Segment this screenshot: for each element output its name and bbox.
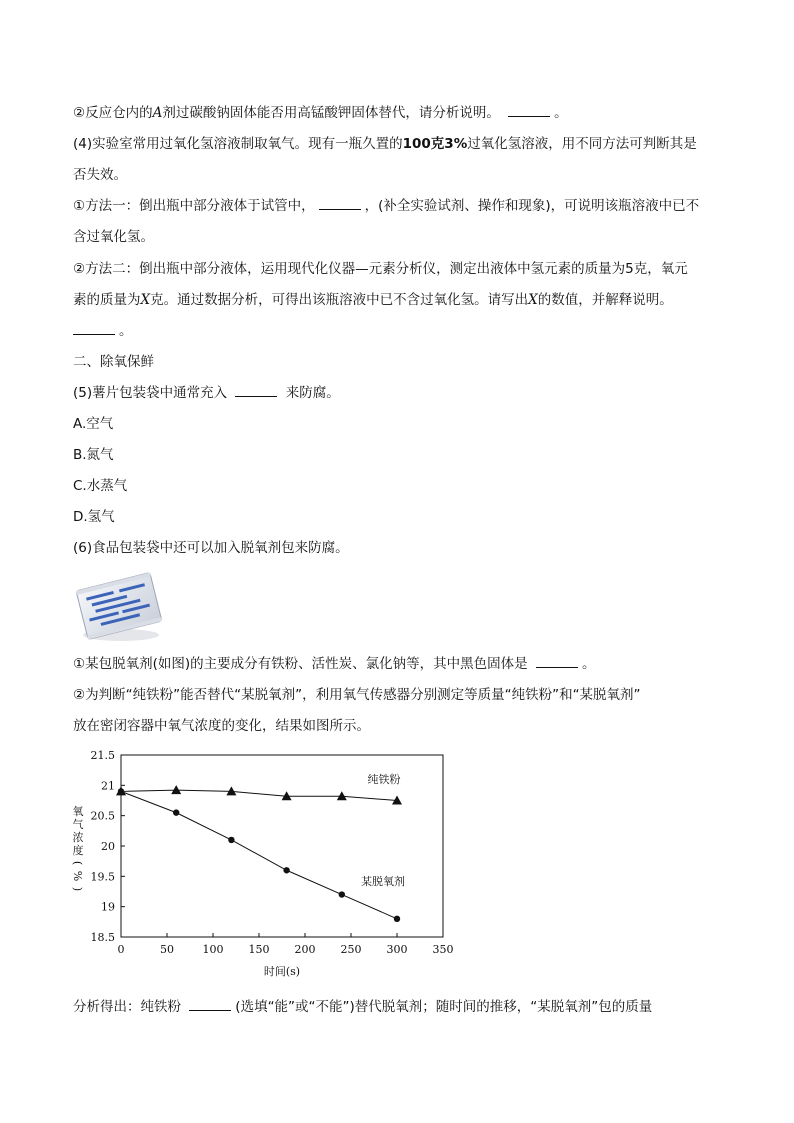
y-axis-label-char: 氧	[72, 805, 84, 818]
data-point-deoxidizer	[118, 788, 124, 794]
packet-body	[76, 573, 162, 640]
x-tick-label: 250	[340, 943, 362, 956]
series-label-deoxidizer: 某脱氧剂	[361, 875, 405, 888]
y-axis-label-char: 度	[72, 844, 84, 857]
data-point-deoxidizer	[173, 809, 179, 815]
var-a: A	[152, 105, 163, 121]
answer-blank-1[interactable]	[508, 103, 550, 117]
y-tick-label: 21	[101, 779, 115, 793]
q4-stem-line2: 否失效。	[73, 167, 127, 183]
q5-option-a: A.空气	[73, 416, 114, 432]
x-tick-label: 350	[432, 943, 454, 956]
y-tick-label: 19	[101, 900, 115, 914]
data-point-deoxidizer	[228, 837, 234, 843]
y-tick-label: 18.5	[90, 931, 115, 944]
q4-method2-line3: 。	[73, 321, 133, 341]
y-axis-label-char: %	[71, 870, 84, 882]
x-axis-label: 时间(s)	[263, 965, 301, 978]
q4-method2-line1: ②方法二：倒出瓶中部分液体，运用现代化仪器—元素分析仪，测定出液体中氢元素的质量为5克，氧元	[73, 261, 688, 277]
data-point-deoxidizer	[394, 916, 400, 922]
q5-option-d: D.氢气	[73, 509, 115, 525]
x-tick-label: 200	[294, 943, 316, 956]
answer-blank-4[interactable]	[235, 383, 277, 397]
y-tick-label: 19.5	[90, 870, 115, 884]
x-tick-label: 50	[160, 943, 174, 956]
q4-method1-line2: 含过氧化氢。	[73, 229, 154, 245]
q6-sub1: ①某包脱氧剂(如图)的主要成分有铁粉、活性炭、氯化钠等，其中黑色固体是 。	[73, 656, 596, 672]
q5-option-b: B.氮气	[73, 447, 114, 463]
q4-stem-line1: (4)实验室常用过氧化氢溶液制取氧气。现有一瓶久置的100克3%过氧化氢溶液，用不同方法可判断其是	[73, 136, 697, 152]
x-tick-label: 100	[202, 943, 224, 956]
y-tick-label: 20.5	[90, 809, 115, 823]
y-tick-label: 21.5	[90, 749, 115, 762]
y-axis-label-char: )	[71, 886, 84, 892]
q5-option-c: C.水蒸气	[73, 478, 128, 494]
q4-method1: ①方法一：倒出瓶中部分液体于试管中， ，(补全实验试剂、操作和现象)，可说明该瓶溶液中已不	[73, 198, 700, 214]
x-tick-label: 300	[386, 943, 408, 956]
deoxidizer-packet-image	[73, 569, 165, 643]
oxygen-concentration-chart	[66, 745, 466, 985]
q6-sub2-line2: 放在密闭容器中氧气浓度的变化，结果如图所示。	[73, 718, 370, 734]
x-tick-label: 150	[248, 943, 270, 956]
q6-stem: (6)食品包装袋中还可以加入脱氧剂包来防腐。	[73, 540, 349, 556]
data-point-deoxidizer	[339, 891, 345, 897]
data-point-deoxidizer	[283, 867, 289, 873]
series-line-deoxidizer	[121, 791, 397, 918]
answer-blank-6[interactable]	[189, 997, 231, 1011]
q3-part2: ②反应仓内的A剂过碳酸钠固体能否用高锰酸钾固体替代，请分析说明。 。	[73, 105, 568, 121]
y-axis-label-char: 气	[72, 818, 84, 831]
y-axis-label-char: (	[71, 860, 84, 866]
y-tick-label: 20	[101, 840, 115, 853]
series-label-pure-iron: 纯铁粉	[367, 773, 401, 786]
section-title: 二、除氧保鲜	[73, 354, 154, 370]
q5-stem: (5)薯片包装袋中通常充入 来防腐。	[73, 385, 340, 401]
q6-sub2-line1: ②为判断“纯铁粉”能否替代“某脱氧剂”，利用氧气传感器分别测定等质量“纯铁粉”和“某脱氧剂”	[73, 687, 641, 703]
q4-method2-line2: 素的质量为X克。通过数据分析，可得出该瓶溶液中已不含过氧化氢。请写出X的数值，并解释说明。	[73, 292, 673, 308]
answer-blank-5[interactable]	[536, 654, 578, 668]
analysis-line: 分析得出：纯铁粉 (选填“能”或“不能”)替代脱氧剂；随时间的推移，“某脱氧剂”包的质量	[73, 999, 653, 1015]
x-tick-label: 0	[117, 943, 125, 956]
data-point-pure-iron	[171, 785, 181, 794]
series-line-pure-iron	[121, 790, 397, 800]
y-axis-label-char: 浓	[72, 831, 84, 844]
answer-blank-3[interactable]	[73, 321, 115, 335]
answer-blank-2[interactable]	[319, 196, 361, 210]
